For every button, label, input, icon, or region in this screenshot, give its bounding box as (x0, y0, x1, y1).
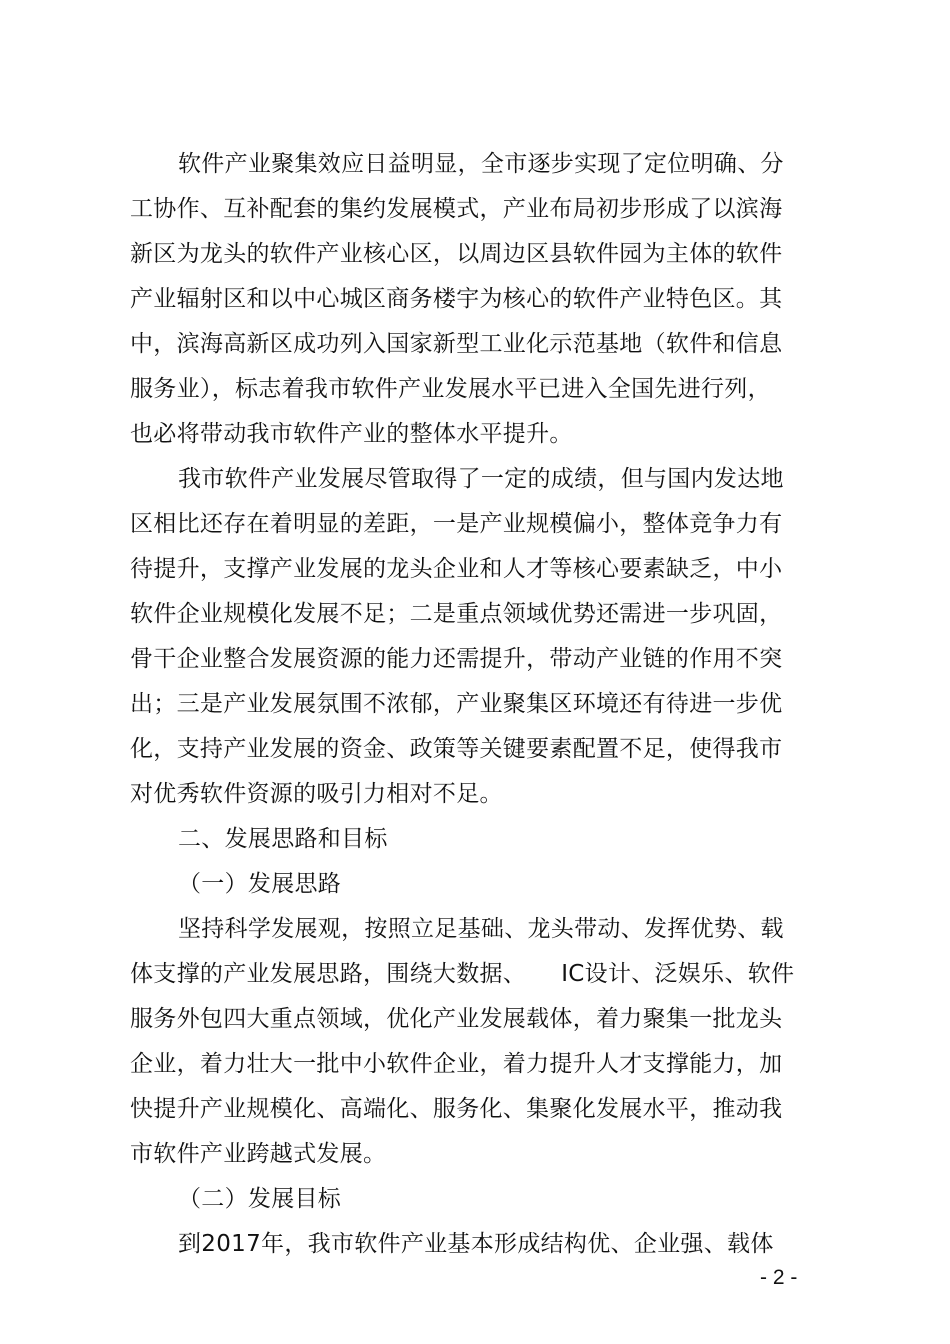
text-line: 企业，着力壮大一批中小软件企业，着力提升人才支撑能力，加 (130, 1051, 783, 1077)
text-line: 服务业），标志着我市软件产业发展水平已进入全国先进行列， (130, 376, 771, 402)
text-line: 坚持科学发展观，按照立足基础、龙头带动、发挥优势、载 (178, 916, 784, 942)
text-line: 中，滨海高新区成功列入国家新型工业化示范基地（软件和信息 (130, 331, 783, 357)
text-line: 区相比还存在着明显的差距，一是产业规模偏小，整体竞争力有 (130, 511, 783, 537)
text-line: 出；三是产业发展氛围不浓郁，产业聚集区环境还有待进一步优 (130, 691, 783, 717)
text-line: 体支撑的产业发展思路，围绕大数据、 IC设计、泛娱乐、软件 (130, 961, 795, 987)
text-line: 到2017年，我市软件产业基本形成结构优、企业强、载体 (178, 1231, 774, 1257)
text-line: 也必将带动我市软件产业的整体水平提升。 (130, 421, 573, 447)
text-line: 化，支持产业发展的资金、政策等关键要素配置不足，使得我市 (130, 736, 783, 762)
subsection-heading: （二）发展目标 (178, 1186, 342, 1212)
text-line: 软件产业聚集效应日益明显，全市逐步实现了定位明确、分 (178, 151, 784, 177)
text-line: 对优秀软件资源的吸引力相对不足。 (130, 781, 503, 807)
page-number: - 2 - (760, 1266, 798, 1289)
text-line: 软件企业规模化发展不足；二是重点领域优势还需进一步巩固， (130, 601, 783, 627)
text-line: 市软件产业跨越式发展。 (130, 1141, 387, 1167)
text-line: 服务外包四大重点领域，优化产业发展载体，着力聚集一批龙头 (130, 1006, 783, 1032)
text-line: 工协作、互补配套的集约发展模式，产业布局初步形成了以滨海 (130, 196, 783, 222)
subsection-heading: （一）发展思路 (178, 871, 342, 897)
section-heading: 二、发展思路和目标 (178, 826, 388, 852)
text-line: 快提升产业规模化、高端化、服务化、集聚化发展水平，推动我 (130, 1096, 783, 1122)
text-line: 待提升，支撑产业发展的龙头企业和人才等核心要素缺乏，中小 (130, 556, 783, 582)
text-line: 我市软件产业发展尽管取得了一定的成绩，但与国内发达地 (178, 466, 784, 492)
text-line: 新区为龙头的软件产业核心区，以周边区县软件园为主体的软件 (130, 241, 783, 267)
text-line: 骨干企业整合发展资源的能力还需提升，带动产业链的作用不突 (130, 646, 783, 672)
text-line: 产业辐射区和以中心城区商务楼宇为核心的软件产业特色区。其 (130, 286, 783, 312)
